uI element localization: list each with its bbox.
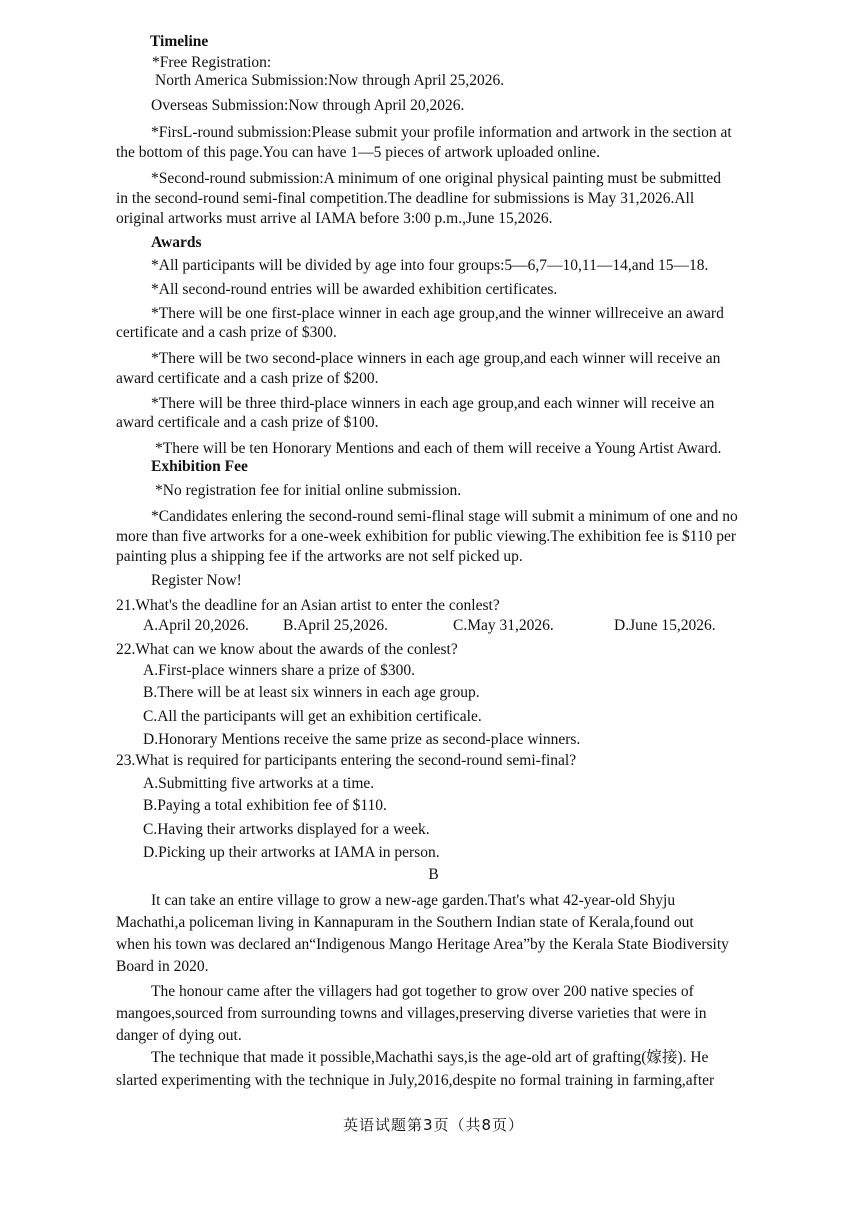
page-footer: 英语试题第3页（共8页） (342, 1116, 525, 1134)
section-b-p2-line-1: The honour came after the villagers had got together to grow over 200 native species of (151, 983, 694, 1000)
q21-option-d: D.June 15,2026. (614, 617, 716, 634)
question-23: 23.What is required for participants entering the second-round semi-final? (116, 752, 577, 769)
section-b-p2-line-3: danger of dying out. (116, 1027, 242, 1044)
overseas-line: Overseas Submission:Now through April 20,2026. (151, 97, 465, 114)
second-place-line-1: *There will be two second-place winners in each age group,and each winner will receive an (151, 350, 721, 367)
question-22: 22.What can we know about the awards of the conlest? (116, 641, 458, 658)
section-b-p1-line-4: Board in 2020. (116, 958, 209, 975)
q22-option-a: A.First-place winners share a prize of $300. (143, 662, 416, 679)
register-line: Register Now! (151, 572, 242, 589)
fee-heading: Exhibition Fee (151, 458, 248, 475)
q22-option-d: D.Honorary Mentions receive the same prize as second-place winners. (143, 731, 581, 748)
candidates-line-2: more than five artworks for a one-week exhibition for public viewing.The exhibition fee is $110 per (116, 528, 737, 545)
honorary-line: *There will be ten Honorary Mentions and each of them will receive a Young Artist Award. (155, 440, 722, 457)
third-place-line-2: award certificale and a cash prize of $100. (116, 414, 379, 431)
q21-option-c: C.May 31,2026. (453, 617, 554, 634)
section-b-p1-line-3: when his town was declared an“Indigenous Mango Heritage Area”by the Kerala State Biodiversity (116, 936, 729, 953)
q23-option-d: D.Picking up their artworks at IAMA in person. (143, 844, 440, 861)
first-round-line-2: the bottom of this page.You can have 1—5 pieces of artwork uploaded online. (116, 144, 600, 161)
free-registration-line: *Free Registration: (152, 54, 272, 71)
first-place-line-2: certificate and a cash prize of $300. (116, 324, 337, 341)
question-21: 21.What's the deadline for an Asian artist to enter the conlest? (116, 597, 500, 614)
north-america-line: North America Submission:Now through April 25,2026. (155, 72, 505, 89)
timeline-heading: Timeline (150, 33, 209, 50)
first-round-line-1: *FirsL-round submission:Please submit your profile information and artwork in the section at (151, 124, 732, 141)
no-fee-line: *No registration fee for initial online submission. (155, 482, 462, 499)
award-certificates-line: *All second-round entries will be awarded exhibition certificates. (151, 281, 558, 298)
third-place-line-1: *There will be three third-place winners in each age group,and each winner will receive an (151, 395, 715, 412)
section-b-p2-line-2: mangoes,sourced from surrounding towns and villages,preserving diverse varieties that were in (116, 1005, 707, 1022)
awards-heading: Awards (151, 234, 202, 251)
first-place-line-1: *There will be one first-place winner in each age group,and the winner willreceive an award (151, 305, 724, 322)
q23-option-c: C.Having their artworks displayed for a week. (143, 821, 430, 838)
second-place-line-2: award certificate and a cash prize of $200. (116, 370, 379, 387)
q22-option-c: C.All the participants will get an exhibition certificale. (143, 708, 482, 725)
section-b-p1-line-2: Machathi,a policeman living in Kannapuram in the Southern Indian state of Kerala,found out (116, 914, 694, 931)
candidates-line-1: *Candidates enlering the second-round semi-flinal stage will submit a minimum of one and no (151, 508, 738, 525)
q22-option-b: B.There will be at least six winners in each age group. (143, 684, 480, 701)
second-round-line-1: *Second-round submission:A minimum of one original physical painting must be submitted (151, 170, 722, 187)
q21-option-a: A.April 20,2026. (143, 617, 249, 634)
q23-option-a: A.Submitting five artworks at a time. (143, 775, 375, 792)
q23-option-b: B.Paying a total exhibition fee of $110. (143, 797, 387, 814)
section-b-p3-line-1: The technique that made it possible,Machathi says,is the age-old art of grafting(嫁接). He (151, 1049, 709, 1066)
candidates-line-3: painting plus a shipping fee if the artworks are not self picked up. (116, 548, 523, 565)
section-b-label: B (428, 866, 439, 883)
second-round-line-2: in the second-round semi-final competition.The deadline for submissions is May 31,2026.All (116, 190, 695, 207)
second-round-line-3: original artworks must arrive al IAMA before 3:00 p.m.,June 15,2026. (116, 210, 553, 227)
award-groups-line: *All participants will be divided by age into four groups:5—6,7—10,11—14,and 15—18. (151, 257, 709, 274)
q21-option-b: B.April 25,2026. (283, 617, 389, 634)
section-b-p3-line-2: slarted experimenting with the technique in July,2016,despite no formal training in farming,after (116, 1072, 715, 1089)
section-b-p1-line-1: It can take an entire village to grow a new-age garden.That's what 42-year-old Shyju (151, 892, 676, 909)
